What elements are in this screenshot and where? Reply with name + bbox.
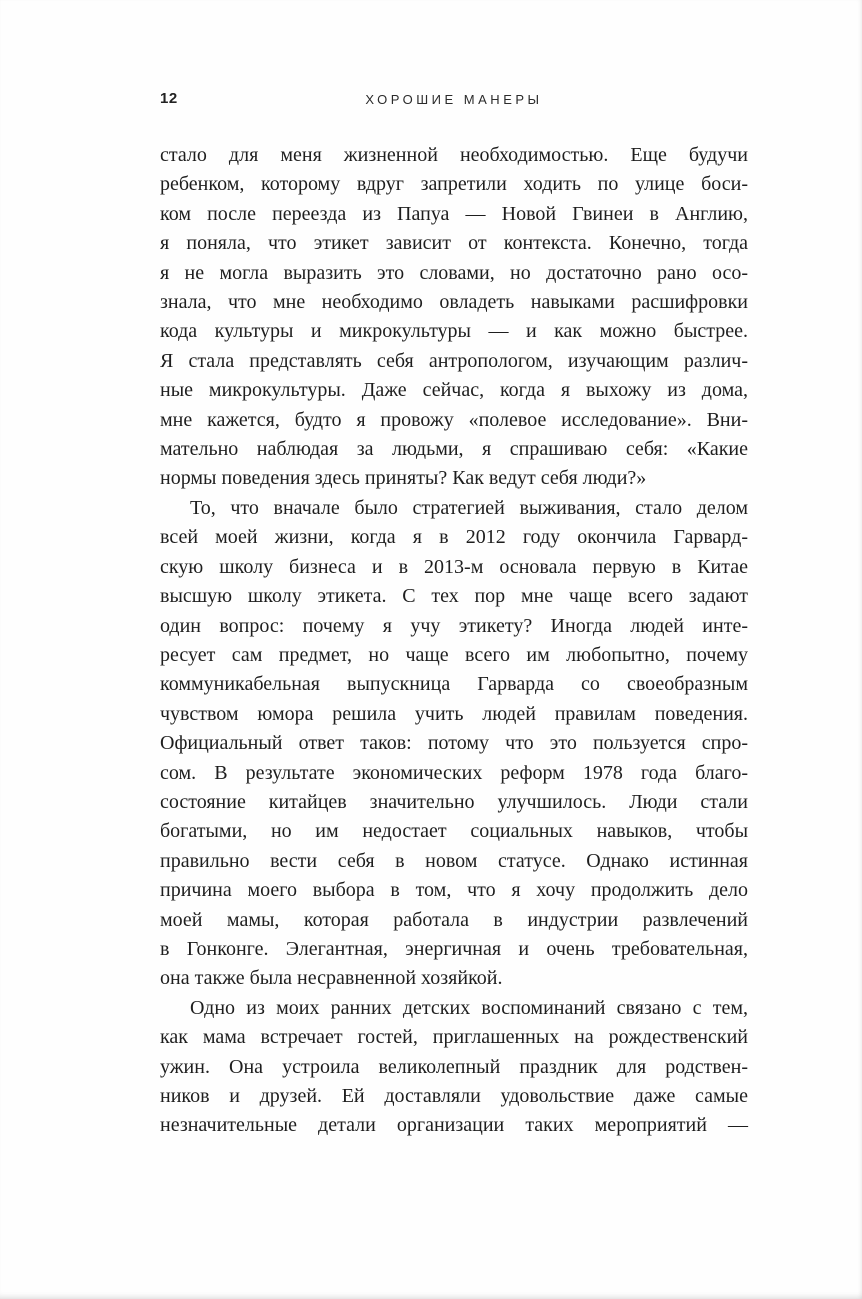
text-line: в Гонконге. Элегантная, энергичная и очень требовательная, (160, 937, 748, 960)
running-header (160, 90, 748, 112)
text-line: мательно наблюдая за людьми, я спрашиваю себя: «Какие (160, 438, 748, 461)
text-line: я не могла выразить это словами, но достаточно рано осо- (160, 261, 748, 284)
text-line: То, что вначале было стратегией выживания, стало делом (190, 496, 748, 519)
paragraph (160, 494, 748, 994)
paragraph (160, 994, 748, 1141)
text-line: я поняла, что этикет зависит от контекста. Конечно, тогда (160, 232, 748, 255)
text-line: незначительные детали организации таких мероприятий — (160, 1114, 748, 1137)
text-line: стало для меня жизненной необходимостью. Еще будучи (160, 144, 748, 166)
text-line: Я стала представлять себя антропологом, изучающим различ- (160, 349, 748, 372)
text-line: скую школу бизнеса и в 2013-м основала первую в Китае (160, 555, 748, 578)
text-line: коммуникабельная выпускница Гарварда со своеобразным (160, 673, 748, 696)
text-line: всей моей жизни, когда я в 2012 году окончила Гарвард- (160, 526, 748, 549)
text-line: знала, что мне необходимо овладеть навыками расшифровки (160, 291, 748, 314)
text-line: высшую школу этикета. С тех пор мне чаще всего задают (160, 585, 748, 608)
text-line: ресует сам предмет, но чаще всего им любопытно, почему (160, 643, 748, 666)
text-line: Официальный ответ таков: потому что это пользуется спро- (160, 732, 748, 755)
text-line: богатыми, но им недостает социальных навыков, чтобы (160, 820, 748, 843)
text-line: ников и друзей. Ей доставляли удовольствие даже самые (160, 1085, 748, 1107)
page-body (160, 141, 748, 1141)
text-line: ком после переезда из Папуа — Новой Гвинеи в Англию, (160, 202, 748, 225)
text-line: моей мамы, которая работала в индустрии развлечений (160, 908, 748, 931)
text-line: нормы поведения здесь приняты? Как ведут себя люди?» (160, 467, 647, 490)
page-number: 12 (160, 90, 178, 107)
text-line: кода культуры и микрокультуры — и как можно быстрее. (160, 320, 748, 343)
text-line: ребенком, которому вдруг запретили ходить по улице боси- (160, 173, 748, 196)
paragraph (160, 141, 748, 494)
text-line: чувством юмора решила учить людей правилам поведения. (160, 702, 748, 725)
text-line: как мама встречает гостей, приглашенных на рождественский (160, 1026, 748, 1049)
text-line: Одно из моих ранних детских воспоминаний связано с тем, (190, 996, 748, 1019)
text-line: сом. В результате экономических реформ 1978 года благо- (160, 761, 748, 784)
text-line: один вопрос: почему я учу этикету? Иногда людей инте- (160, 614, 748, 637)
text-line: правильно вести себя в новом статусе. Однако истинная (160, 849, 748, 872)
text-line: она также была несравненной хозяйкой. (160, 967, 503, 990)
text-line: мне кажется, будто я провожу «полевое исследование». Вни- (160, 408, 748, 431)
text-line: состояние китайцев значительно улучшилось. Люди стали (160, 790, 748, 813)
text-line: причина моего выбора в том, что я хочу продолжить дело (160, 879, 748, 902)
text-line: ные микрокультуры. Даже сейчас, когда я выхожу из дома, (160, 379, 748, 402)
text-line: ужин. Она устроила великолепный праздник для родствен- (160, 1055, 748, 1078)
running-header-title: ХОРОШИЕ МАНЕРЫ (365, 92, 543, 107)
